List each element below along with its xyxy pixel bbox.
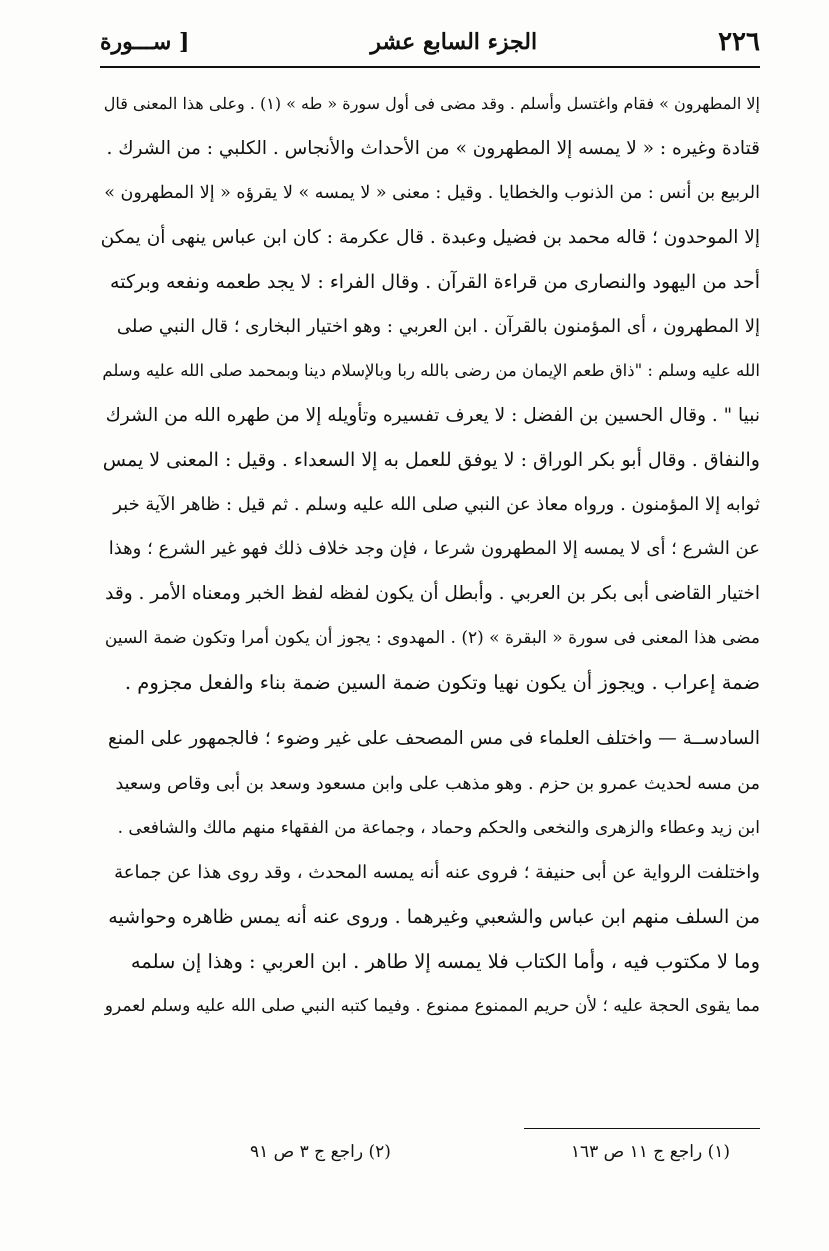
text-line: ضمة إعراب . ويجوز أن يكون نهيا وتكون ضمة السين ضمة بناء والفعل مجزوم . (124, 670, 760, 694)
page-number: ٢٢٦ (718, 27, 760, 57)
text-line: مضى هذا المعنى فى سورة « البقرة » (٢) . المهدوى : يجوز أن يكون أمرا وتكون ضمة السين (104, 628, 760, 648)
text-line: ثوابه إلا المؤمنون . ورواه معاذ عن النبي صلى الله عليه وسلم . ثم قيل : ظاهر الآية خبر (113, 493, 760, 515)
text-line: الربيع بن أنس : من الذنوب والخطايا . وقيل : معنى « لا يمسه » لا يقرؤه « إلا المطهرون » (104, 183, 760, 203)
text-line: والنفاق . وقال أبو بكر الوراق : لا يوفق للعمل به إلا السعداء . وقيل : المعنى لا يمس (102, 449, 760, 471)
header-rule (100, 66, 760, 68)
footnote-2: (٢) راجع ج ٣ ص ٩١ (250, 1142, 391, 1162)
text-line: إلا الموحدون ؛ قاله محمد بن فضيل وعبدة . قال عكرمة : كان ابن عباس ينهى أن يمكن (100, 226, 760, 248)
text-line: عن الشرع ؛ أى لا يمسه إلا المطهرون شرعا ، فإن وجد خلاف ذلك فهو غير الشرع ؛ وهذا (108, 538, 760, 559)
text-line: وما لا مكتوب فيه ، وأما الكتاب فلا يمسه إلا طاهر . ابن العربي : وهذا إن سلمه (130, 949, 760, 973)
text-line: مما يقوى الحجة عليه ؛ لأن حريم الممنوع ممنوع . وفيما كتبه النبي صلى الله عليه وسلم لعمرو (104, 996, 760, 1016)
text-line: السادســة — واختلف العلماء فى مس المصحف على غير وضوء ؛ فالجمهور على المنع (107, 728, 760, 749)
text-line: ابن زيد وعطاء والزهرى والنخعى والحكم وحماد ، وجماعة من الفقهاء منهم مالك والشافعى . (117, 818, 760, 838)
text-line: من مسه لحديث عمرو بن حزم . وهو مذهب على وابن مسعود وسعد بن أبى وقاص وسعيد (115, 773, 760, 794)
text-line: قتادة وغيره : « لا يمسه إلا المطهرون » من الأحداث والأنجاس . الكلبي : من الشرك . (106, 137, 760, 159)
paragraph-2 (100, 717, 760, 1029)
page-header (100, 22, 760, 62)
text-line: واختلفت الرواية عن أبى حنيفة ؛ فروى عنه أنه يمسه المحدث ، وقد روى هذا عن جماعة (114, 861, 760, 883)
text-line: نبيا " . وقال الحسين بن الفضل : لا يعرف تفسيره وتأويله إلا من طهره الله من الشرك (105, 404, 760, 426)
text-line: إلا المطهرون » فقام واغتسل وأسلم . وقد مضى فى أول سورة « طه » (١) . وعلى هذا المعنى قال (103, 94, 760, 113)
text-line: أحد من اليهود والنصارى من قراءة القرآن . وقال الفراء : لا يجد طعمه ونفعه وبركته (110, 271, 760, 293)
text-line: من السلف منهم ابن عباس والشعبي وغيرهما . وروى عنه أنه يمس ظاهره وحواشيه (108, 906, 760, 928)
text-line: الله عليه وسلم : "ذاق طعم الإيمان من رضى بالله ربا وبالإسلام دينا وبمحمد صلى الله عليه وسلم (102, 361, 760, 380)
footnote-1: (١) راجع ج ١١ ص ١٦٣ (570, 1142, 730, 1162)
page-body (100, 82, 760, 1029)
footnote-rule (524, 1128, 760, 1129)
part-title: الجزء السابع عشر (370, 29, 538, 55)
chapter-label: [ ســـورة (100, 29, 190, 55)
text-line: اختيار القاضى أبى بكر بن العربي . وأبطل أن يكون لفظه لفظ الخبر ومعناه الأمر . وقد (105, 582, 760, 604)
text-line: إلا المطهرون ، أى المؤمنون بالقرآن . ابن العربي : وهو اختيار البخارى ؛ قال النبي صلى (116, 315, 760, 337)
footnotes (250, 1142, 730, 1162)
paragraph-1 (100, 82, 760, 705)
